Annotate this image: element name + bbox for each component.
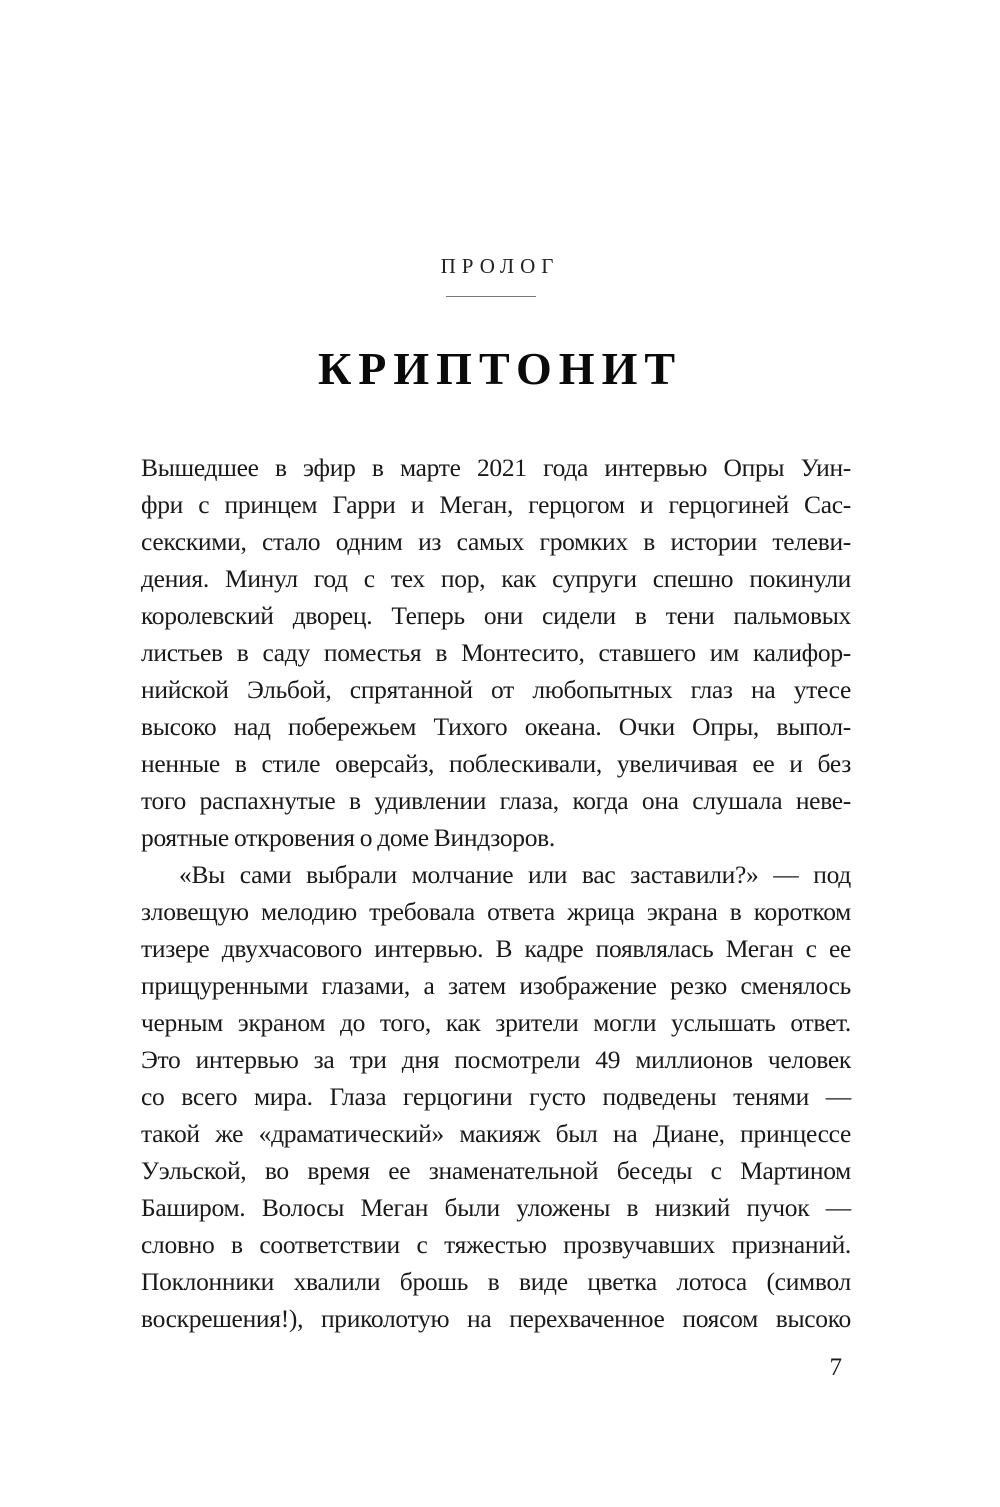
text-line: зловещую мелодию требовала ответа жрица экрана в коротком: [141, 897, 851, 926]
section-label: ПРОЛОГ: [440, 254, 560, 278]
paragraph-2: [141, 856, 851, 1337]
page-number: 7: [829, 1354, 842, 1381]
text-line: «Вы сами выбрали молчание или вас заставили?» — под: [179, 860, 851, 889]
chapter-title: КРИПТОНИТ: [317, 343, 683, 394]
text-line: роятные откровения о доме Виндзоров.: [141, 823, 555, 852]
text-line: Вышедшее в эфир в марте 2021 года интервью Опры Уин-: [141, 453, 851, 482]
text-line: нийской Эльбой, спрятанной от любопытных глаз на утесе: [141, 675, 851, 704]
text-line: дения. Минул год с тех пор, как супруги спешно покинули: [141, 564, 851, 593]
text-line: королевский дворец. Теперь они сидели в тени пальмовых: [141, 601, 851, 630]
text-line: тизере двухчасового интервью. В кадре появлялась Меган с ее: [141, 934, 851, 963]
text-line: черным экраном до того, как зрители могли услышать ответ.: [141, 1008, 851, 1037]
text-line: фри с принцем Гарри и Меган, герцогом и герцогиней Сас-: [141, 490, 851, 519]
text-line: Это интервью за три дня посмотрели 49 миллионов человек: [141, 1045, 851, 1074]
text-line: того распахнутые в удивлении глаза, когда она слушала неве-: [141, 786, 851, 815]
body-text: [141, 449, 851, 1337]
text-line: ненные в стиле оверсайз, поблескивали, увеличивая ее и без: [141, 749, 851, 778]
text-line: словно в соответствии с тяжестью прозвучавших признаний.: [141, 1230, 851, 1259]
text-line: со всего мира. Глаза герцогини густо подведены тенями —: [141, 1082, 851, 1111]
text-line: секскими, стало одним из самых громких в истории телеви-: [141, 527, 851, 556]
divider-rule: [446, 296, 536, 297]
paragraph-1: [141, 449, 851, 856]
text-line: листьев в саду поместья в Монтесито, ставшего им калифор-: [141, 638, 851, 667]
text-line: Поклонники хвалили брошь в виде цветка лотоса (символ: [141, 1267, 851, 1296]
text-line: прищуренными глазами, а затем изображение резко сменялось: [141, 971, 851, 1000]
text-line: высоко над побережьем Тихого океана. Очки Опры, выпол-: [141, 712, 851, 741]
text-line: воскрешения!), приколотую на перехваченное поясом высоко: [141, 1304, 851, 1333]
text-line: Уэльской, во время ее знаменательной беседы с Мартином: [141, 1156, 851, 1185]
text-line: такой же «драматический» макияж был на Диане, принцессе: [141, 1119, 851, 1148]
text-line: Баширом. Волосы Меган были уложены в низкий пучок —: [141, 1193, 851, 1222]
